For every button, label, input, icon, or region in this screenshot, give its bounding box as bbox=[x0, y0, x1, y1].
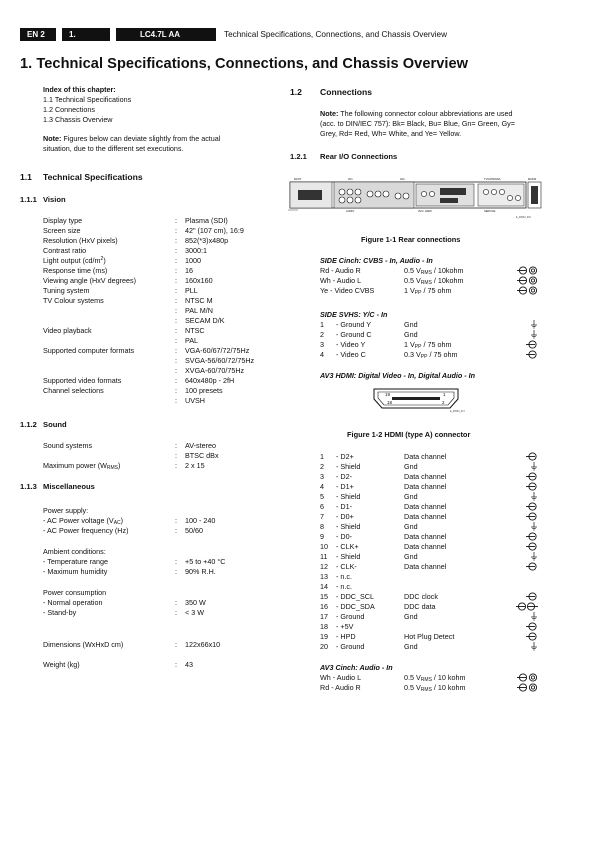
pin-label: 19 bbox=[385, 392, 391, 397]
index-item: 1.3 Chassis Overview bbox=[43, 115, 113, 124]
pin-label: 1 bbox=[443, 392, 446, 397]
table-row: 4 - D1+ Data channel bbox=[320, 482, 538, 492]
index-item: 1.1 Technical Specifications bbox=[43, 95, 132, 104]
spec-label: Ambient conditions: bbox=[43, 547, 106, 556]
cinch-output-icon bbox=[517, 266, 538, 275]
section-heading: 1.2.1 Rear I/O Connections bbox=[290, 152, 398, 161]
ground-icon bbox=[530, 492, 538, 501]
table-row: 15 - DDC_SCL DDC clock bbox=[320, 592, 538, 602]
table-row: 16 - DDC_SDA DDC data bbox=[320, 602, 538, 612]
spec-label: Power consumption bbox=[43, 588, 107, 597]
input-icon bbox=[526, 622, 538, 631]
input-icon bbox=[526, 340, 538, 349]
spec-row: : PAL M/N bbox=[175, 306, 213, 315]
index-note-cont: situation, due to the different set executions. bbox=[43, 144, 184, 153]
spec-row: : UVSH bbox=[175, 396, 205, 405]
table-heading: AV3 HDMI: Digital Video - In, Digital Audio - In bbox=[320, 371, 476, 380]
spec-row: Light output $(cd/m^2)$ : 1000 bbox=[43, 256, 201, 265]
svg-text:E_06532_001: E_06532_001 bbox=[516, 216, 531, 219]
spec-row: Dimensions (WxHxD cm) : 122x66x10 bbox=[43, 640, 221, 649]
input-icon bbox=[526, 592, 538, 601]
ground-icon bbox=[530, 642, 538, 651]
page-code: EN 2 bbox=[20, 28, 56, 41]
ground-icon bbox=[530, 522, 538, 531]
cinch-input-icon bbox=[517, 673, 538, 682]
ground-icon bbox=[530, 552, 538, 561]
table-row: Rd - Audio R 0.5 $V_{RMS}$ / 10kohm bbox=[320, 266, 538, 276]
table-row: 13 - n.c. bbox=[320, 572, 352, 581]
table-row: 20 - Ground Gnd bbox=[320, 642, 538, 652]
vision-specs bbox=[43, 216, 278, 406]
hdmi-pin-table bbox=[320, 452, 538, 652]
table-row: 4 - Video C 0.3 $V_{PP} / 75$ ohm bbox=[320, 350, 538, 360]
rear-connections-figure bbox=[288, 172, 543, 224]
table-heading: AV3 Cinch: Audio - In bbox=[320, 663, 393, 672]
svg-text:TV/ANTENNA: TV/ANTENNA bbox=[484, 178, 501, 181]
table-row: Ye - Video CVBS 1 $V_{PP} / 75$ ohm bbox=[320, 286, 538, 296]
table-row: 7 - D0+ Data channel bbox=[320, 512, 538, 522]
svg-text:AV2: AV2 bbox=[400, 178, 405, 181]
table-row: 9 - D0- Data channel bbox=[320, 532, 538, 542]
svg-text:AV1: AV1 bbox=[348, 178, 353, 181]
cinch-output-icon bbox=[517, 276, 538, 285]
spec-row: Maximum power $(W_{RMS})$ : 2 x 15 bbox=[43, 461, 205, 471]
table-row: 2 - Ground C Gnd bbox=[320, 330, 538, 340]
svhs-table bbox=[320, 310, 538, 360]
table-row: 1 - D2+ Data channel bbox=[320, 452, 538, 462]
table-row: 6 - D1- Data channel bbox=[320, 502, 538, 512]
spec-row: - AC Power frequency (Hz) : 50/60 bbox=[43, 526, 203, 535]
pin-label: 2 bbox=[442, 400, 445, 405]
index-note: Note: Figures below can deviate slightly from the actual bbox=[43, 134, 221, 143]
connections-note: Note: The following connector colour abbreviations are used (acc. to DIN/IEC 757): Bk= Black, Bu= Blue, Gn= Green, Gy= Grey, Rd= Red, Wh= White, and Ye= Yellow. bbox=[320, 109, 515, 138]
page-header bbox=[20, 28, 585, 42]
section-heading: 1.1 Technical Specifications bbox=[20, 172, 143, 182]
table-row: 2 - Shield Gnd bbox=[320, 462, 538, 472]
chapter-number: 1. bbox=[62, 28, 110, 41]
spec-row: Viewing angle (HxV degrees) : 160x160 bbox=[43, 276, 213, 285]
spec-row: - AC Power voltage $(V_{AC})$ : 100 - 240 bbox=[43, 516, 216, 526]
spec-row: Screen size : 42" (107 cm), 16:9 bbox=[43, 226, 244, 235]
table-row: 12 - CLK- Data channel bbox=[320, 562, 538, 572]
ground-icon bbox=[530, 320, 538, 329]
table-row: Rd - Audio R 0.5 $V_{RMS} / 10$ kohm bbox=[320, 683, 538, 693]
svg-text:ROUT: ROUT bbox=[294, 178, 302, 181]
table-row: 5 - Shield Gnd bbox=[320, 492, 538, 502]
svg-text:AUDIO: AUDIO bbox=[346, 210, 355, 213]
spec-row: : SECAM D/K bbox=[175, 316, 225, 325]
spec-row: - Maximum humidity : 90% R.H. bbox=[43, 567, 216, 576]
ground-icon bbox=[530, 330, 538, 339]
svg-text:E_06532_017: E_06532_017 bbox=[450, 410, 465, 413]
spec-row: Channel selections : 100 presets bbox=[43, 386, 223, 395]
table-row: 8 - Shield Gnd bbox=[320, 522, 538, 532]
cvbs-table bbox=[320, 256, 538, 296]
spec-label: Power supply: bbox=[43, 506, 89, 515]
table-row: Wh - Audio L 0.5 $V_{RMS} / 10$ kohm bbox=[320, 673, 538, 683]
spec-row: Resolution (HxV pixels) : 852(*3)x480p bbox=[43, 236, 229, 245]
table-row: 3 - D2- Data channel bbox=[320, 472, 538, 482]
bidirectional-icon bbox=[516, 602, 538, 611]
spec-row: Supported computer formats : VGA-60/67/72/75Hz bbox=[43, 346, 250, 355]
section-heading: 1.1.1 Vision bbox=[20, 195, 66, 204]
running-title: Technical Specifications, Connections, and Chassis Overview bbox=[224, 30, 447, 39]
spec-row: : BTSC dBx bbox=[175, 451, 219, 460]
cinch-output-icon bbox=[517, 286, 538, 295]
section-heading: 1.2 Connections bbox=[290, 87, 373, 97]
input-icon bbox=[526, 482, 538, 491]
input-icon bbox=[526, 472, 538, 481]
table-heading: SIDE Cinch: CVBS - In, Audio - In bbox=[320, 256, 433, 265]
spec-row: Tuning system : PLL bbox=[43, 286, 198, 295]
table-row: 19 - HPD Hot Plug Detect bbox=[320, 632, 538, 642]
spec-row: Display type : Plasma (SDI) bbox=[43, 216, 228, 225]
table-row: 1 - Ground Y Gnd bbox=[320, 320, 538, 330]
hdmi-connector-figure bbox=[370, 386, 465, 414]
ground-icon bbox=[530, 462, 538, 471]
input-icon bbox=[526, 562, 538, 571]
table-row: 14 - n.c. bbox=[320, 582, 352, 591]
input-icon bbox=[526, 542, 538, 551]
model-code: LC4.7L AA bbox=[116, 28, 216, 41]
spec-row: Sound systems : AV-stereo bbox=[43, 441, 217, 450]
svg-text:AV3 / HDMI: AV3 / HDMI bbox=[418, 210, 432, 213]
audio-in-table bbox=[320, 663, 538, 693]
index-heading: Index of this chapter: bbox=[43, 85, 116, 94]
spec-row: Supported video formats : 640x480p - 2fH bbox=[43, 376, 235, 385]
chapter-index bbox=[43, 85, 273, 154]
figure-caption: Figure 1-2 HDMI (type A) connector bbox=[347, 430, 471, 439]
index-item: 1.2 Connections bbox=[43, 105, 95, 114]
spec-row: TV Colour systems : NTSC M bbox=[43, 296, 213, 305]
spec-row: : SVGA-56/60/72/75Hz bbox=[175, 356, 255, 365]
spec-row: : PAL bbox=[175, 336, 199, 345]
input-icon bbox=[526, 632, 538, 641]
spec-row: Response time (ms) : 16 bbox=[43, 266, 193, 275]
figure-caption: Figure 1-1 Rear connections bbox=[361, 235, 461, 244]
chapter-title: 1. Technical Specifications, Connections, and Chassis Overview bbox=[20, 56, 469, 72]
spec-row: Video playback : NTSC bbox=[43, 326, 205, 335]
svg-text:MAINS: MAINS bbox=[528, 178, 537, 181]
pin-label: 18 bbox=[387, 400, 393, 405]
input-icon bbox=[526, 512, 538, 521]
table-row: 17 - Ground Gnd bbox=[320, 612, 538, 622]
misc-specs bbox=[43, 506, 278, 670]
sound-specs bbox=[43, 441, 278, 471]
table-row: 11 - Shield Gnd bbox=[320, 552, 538, 562]
svg-text:SERVICE: SERVICE bbox=[484, 210, 496, 213]
spec-row: : XVGA-60/70/75Hz bbox=[175, 366, 245, 375]
section-heading: 1.1.2 Sound bbox=[20, 420, 67, 429]
spec-row: - Temperature range : +5 to +40 °C bbox=[43, 557, 226, 566]
section-heading: 1.1.3 Miscellaneous bbox=[20, 482, 95, 491]
input-icon bbox=[526, 350, 538, 359]
table-row: 10 - CLK+ Data channel bbox=[320, 542, 538, 552]
table-row: 3 - Video Y 1 $V_{PP} / 75$ ohm bbox=[320, 340, 538, 350]
input-icon bbox=[526, 532, 538, 541]
cinch-input-icon bbox=[517, 683, 538, 692]
ground-icon bbox=[530, 612, 538, 621]
spec-row: - Normal operation : 350 W bbox=[43, 598, 206, 607]
table-row: 18 - +5V bbox=[320, 622, 538, 632]
input-icon bbox=[526, 452, 538, 461]
spec-row: Contrast ratio : 3000:1 bbox=[43, 246, 207, 255]
table-heading: SIDE SVHS: Y/C - In bbox=[320, 310, 388, 319]
table-row: Wh - Audio L 0.5 $V_{RMS}$ / 10kohm bbox=[320, 276, 538, 286]
spec-row: - Stand-by : < 3 W bbox=[43, 608, 204, 617]
input-icon bbox=[526, 502, 538, 511]
spec-row: Weight (kg) : 43 bbox=[43, 660, 193, 669]
